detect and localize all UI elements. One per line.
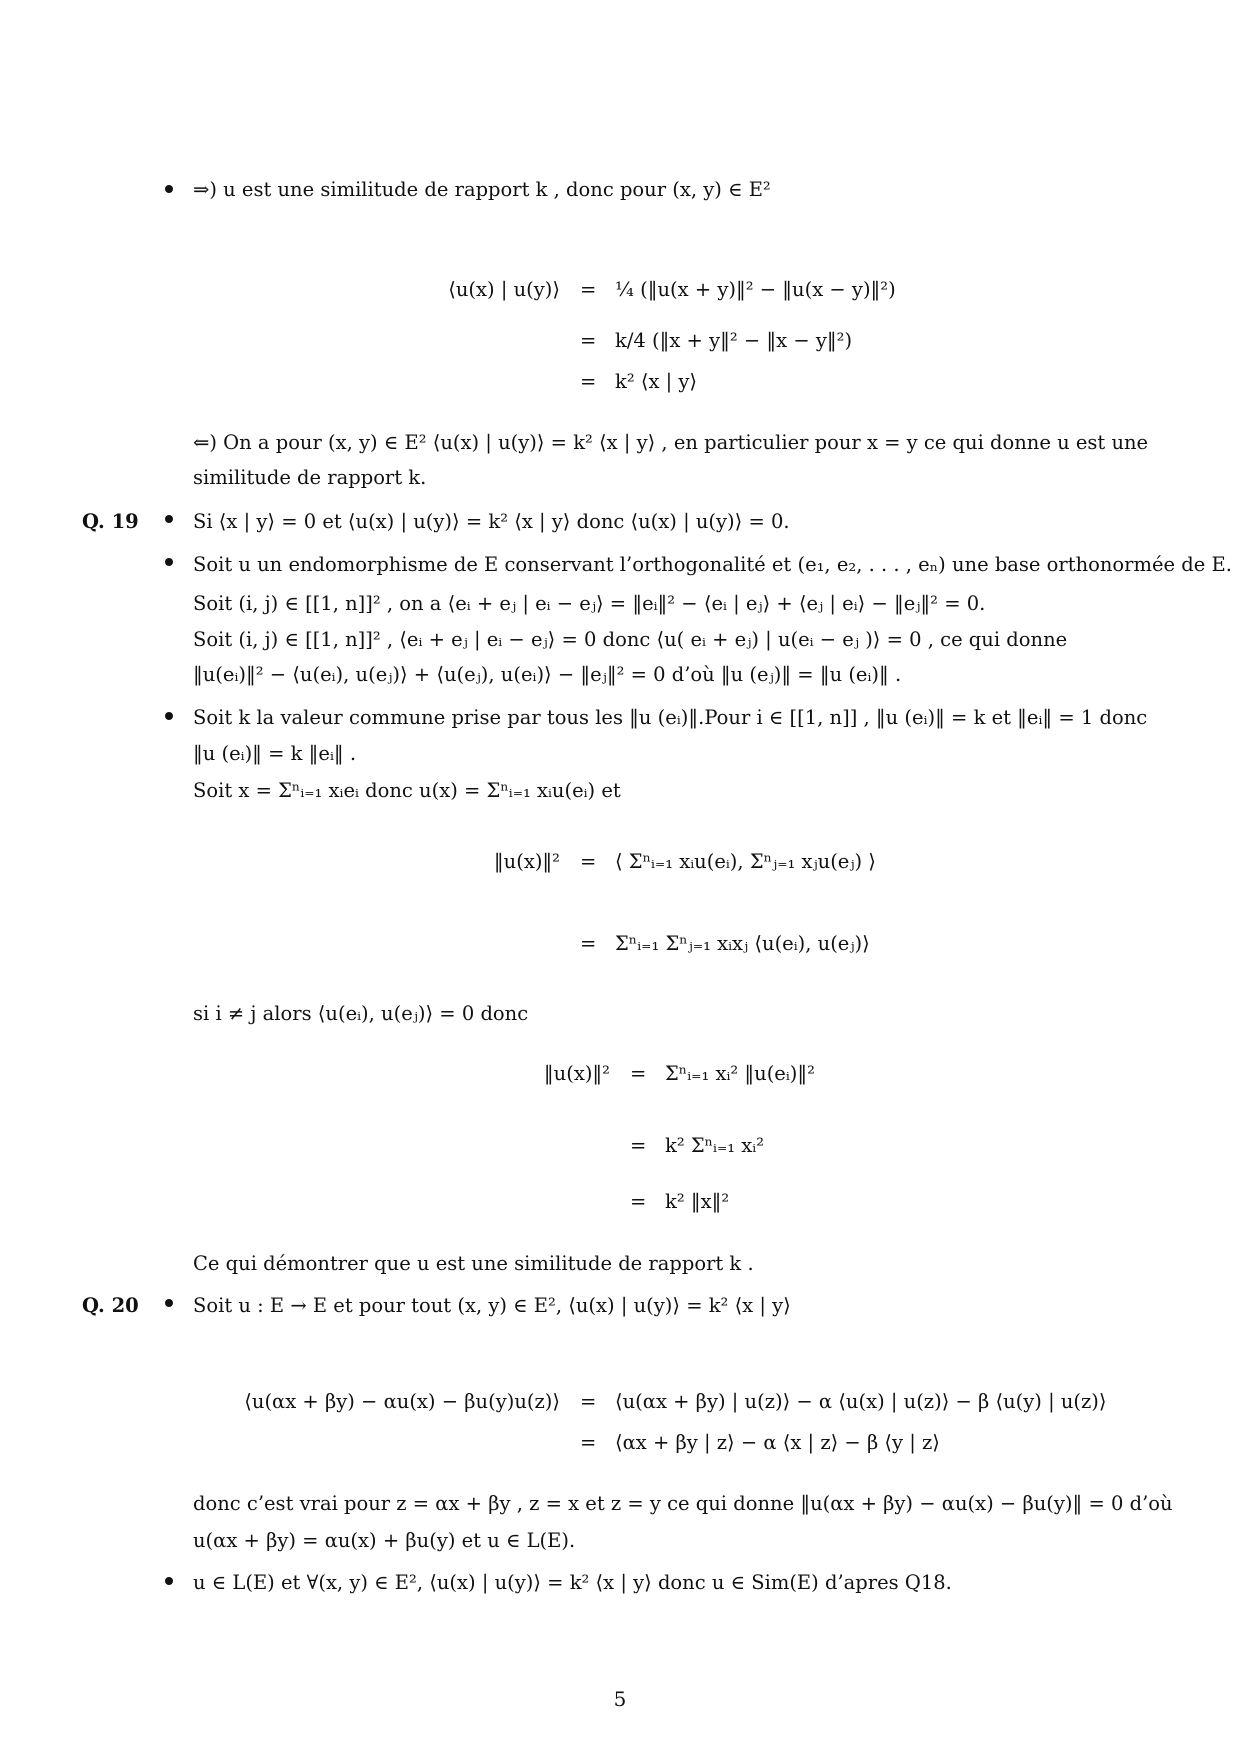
q19-bullet3-line3: Soit x = Σⁿᵢ₌₁ xᵢeᵢ donc u(x) = Σⁿᵢ₌₁ xᵢu(eᵢ) et	[193, 779, 621, 802]
converse-line-2: similitude de rapport k.	[193, 466, 427, 489]
eqB1-rel: =	[630, 1062, 647, 1085]
eq3-rhs: k² ⟨x | y⟩	[615, 370, 698, 393]
bullet	[165, 1299, 173, 1307]
question-label-q20: Q. 20	[82, 1294, 139, 1317]
q20-bullet1: Soit u : E → E et pour tout (x, y) ∈ E², ⟨u(x) | u(y)⟩ = k² ⟨x | y⟩	[193, 1294, 791, 1317]
eqC1-rel: =	[580, 1390, 597, 1413]
eq1-lhs: ⟨u(x) | u(y)⟩	[448, 278, 560, 301]
eqB1-rhs: Σⁿᵢ₌₁ xᵢ² ‖u(eᵢ)‖²	[665, 1062, 815, 1085]
q19-bullet2-line4: ‖u(eᵢ)‖² − ⟨u(eᵢ), u(eⱼ)⟩ + ⟨u(eⱼ), u(eᵢ)⟩ − ‖eⱼ‖² = 0 d’où ‖u (eⱼ)‖ = ‖u (eᵢ)‖ .	[193, 663, 902, 686]
q19-bullet3-line2: ‖u (eᵢ)‖ = k ‖eᵢ‖ .	[193, 742, 357, 765]
q20-line1: donc c’est vrai pour z = αx + βy , z = x et z = y ce qui donne ‖u(αx + βy) − αu(x) − βu(y)‖ = 0 d’où	[193, 1492, 1173, 1515]
bullet	[165, 515, 173, 523]
page-number: 5	[613, 1687, 627, 1711]
bullet	[165, 558, 173, 566]
bullet	[165, 1577, 173, 1585]
q19-conclusion: Ce qui démontrer que u est une similitude de rapport k .	[193, 1252, 754, 1275]
eqB3-rel: =	[630, 1190, 647, 1213]
bullet	[165, 185, 173, 193]
eqB3-rhs: k² ‖x‖²	[665, 1190, 730, 1213]
eqB2-rel: =	[630, 1134, 647, 1157]
eq3-rel: =	[580, 370, 597, 393]
eqA2-rhs: Σⁿᵢ₌₁ Σⁿⱼ₌₁ xᵢxⱼ ⟨u(eᵢ), u(eⱼ)⟩	[615, 932, 870, 955]
eqA1-rhs: ⟨ Σⁿᵢ₌₁ xᵢu(eᵢ), Σⁿⱼ₌₁ xⱼu(eⱼ) ⟩	[615, 850, 876, 873]
bullet	[165, 712, 173, 720]
eq1-rel: =	[580, 278, 597, 301]
converse-line-1: ⇐) On a pour (x, y) ∈ E² ⟨u(x) | u(y)⟩ = k² ⟨x | y⟩ , en particulier pour x = y ce qui donne u est une	[193, 431, 1149, 454]
eqC1-rhs: ⟨u(αx + βy) | u(z)⟩ − α ⟨u(x) | u(z)⟩ − β ⟨u(y) | u(z)⟩	[615, 1390, 1107, 1413]
eq1-rhs: ¼ (‖u(x + y)‖² − ‖u(x − y)‖²)	[615, 278, 896, 301]
eqA1-rel: =	[580, 850, 597, 873]
eqA2-rel: =	[580, 932, 597, 955]
q19-bullet2: Soit u un endomorphisme de E conservant l’orthogonalité et (e₁, e₂, . . . , eₙ) une base orthonormée de E.	[193, 553, 1232, 576]
q19-bullet1: Si ⟨x | y⟩ = 0 et ⟨u(x) | u(y)⟩ = k² ⟨x | y⟩ donc ⟨u(x) | u(y)⟩ = 0.	[193, 510, 790, 533]
q19-bullet2-line2: Soit (i, j) ∈ [[1, n]]² , on a ⟨eᵢ + eⱼ | eᵢ − eⱼ⟩ = ‖eᵢ‖² − ⟨eᵢ | eⱼ⟩ + ⟨eⱼ | eᵢ⟩ − ‖eⱼ‖² = 0.	[193, 592, 986, 615]
q19-bullet2-line3: Soit (i, j) ∈ [[1, n]]² , ⟨eᵢ + eⱼ | eᵢ − eⱼ⟩ = 0 donc ⟨u( eᵢ + eⱼ) | u(eᵢ − eⱼ )⟩ = 0 , ce qui donne	[193, 628, 1068, 651]
q19-mid-line: si i ≠ j alors ⟨u(eᵢ), u(eⱼ)⟩ = 0 donc	[193, 1002, 529, 1025]
q20-line2: u(αx + βy) = αu(x) + βu(y) et u ∈ L(E).	[193, 1529, 576, 1552]
eqA1-lhs: ‖u(x)‖²	[493, 850, 560, 873]
q19-bullet3: Soit k la valeur commune prise par tous les ‖u (eᵢ)‖.Pour i ∈ [[1, n]] , ‖u (eᵢ)‖ = k et ‖eᵢ‖ = 1 donc	[193, 706, 1148, 729]
eq2-rel: =	[580, 329, 597, 352]
eqC1-lhs: ⟨u(αx + βy) − αu(x) − βu(y)u(z)⟩	[244, 1390, 560, 1413]
eqB2-rhs: k² Σⁿᵢ₌₁ xᵢ²	[665, 1134, 765, 1157]
eqC2-rhs: ⟨αx + βy | z⟩ − α ⟨x | z⟩ − β ⟨y | z⟩	[615, 1431, 940, 1454]
eqC2-rel: =	[580, 1431, 597, 1454]
q20-bullet2: u ∈ L(E) et ∀(x, y) ∈ E², ⟨u(x) | u(y)⟩ = k² ⟨x | y⟩ donc u ∈ Sim(E) d’apres Q18.	[193, 1571, 952, 1594]
eq2-rhs: k/4 (‖x + y‖² − ‖x − y‖²)	[615, 329, 853, 352]
bullet1-line: ⇒) u est une similitude de rapport k , donc pour (x, y) ∈ E²	[193, 178, 771, 201]
eqB1-lhs: ‖u(x)‖²	[543, 1062, 610, 1085]
question-label-q19: Q. 19	[82, 510, 139, 533]
